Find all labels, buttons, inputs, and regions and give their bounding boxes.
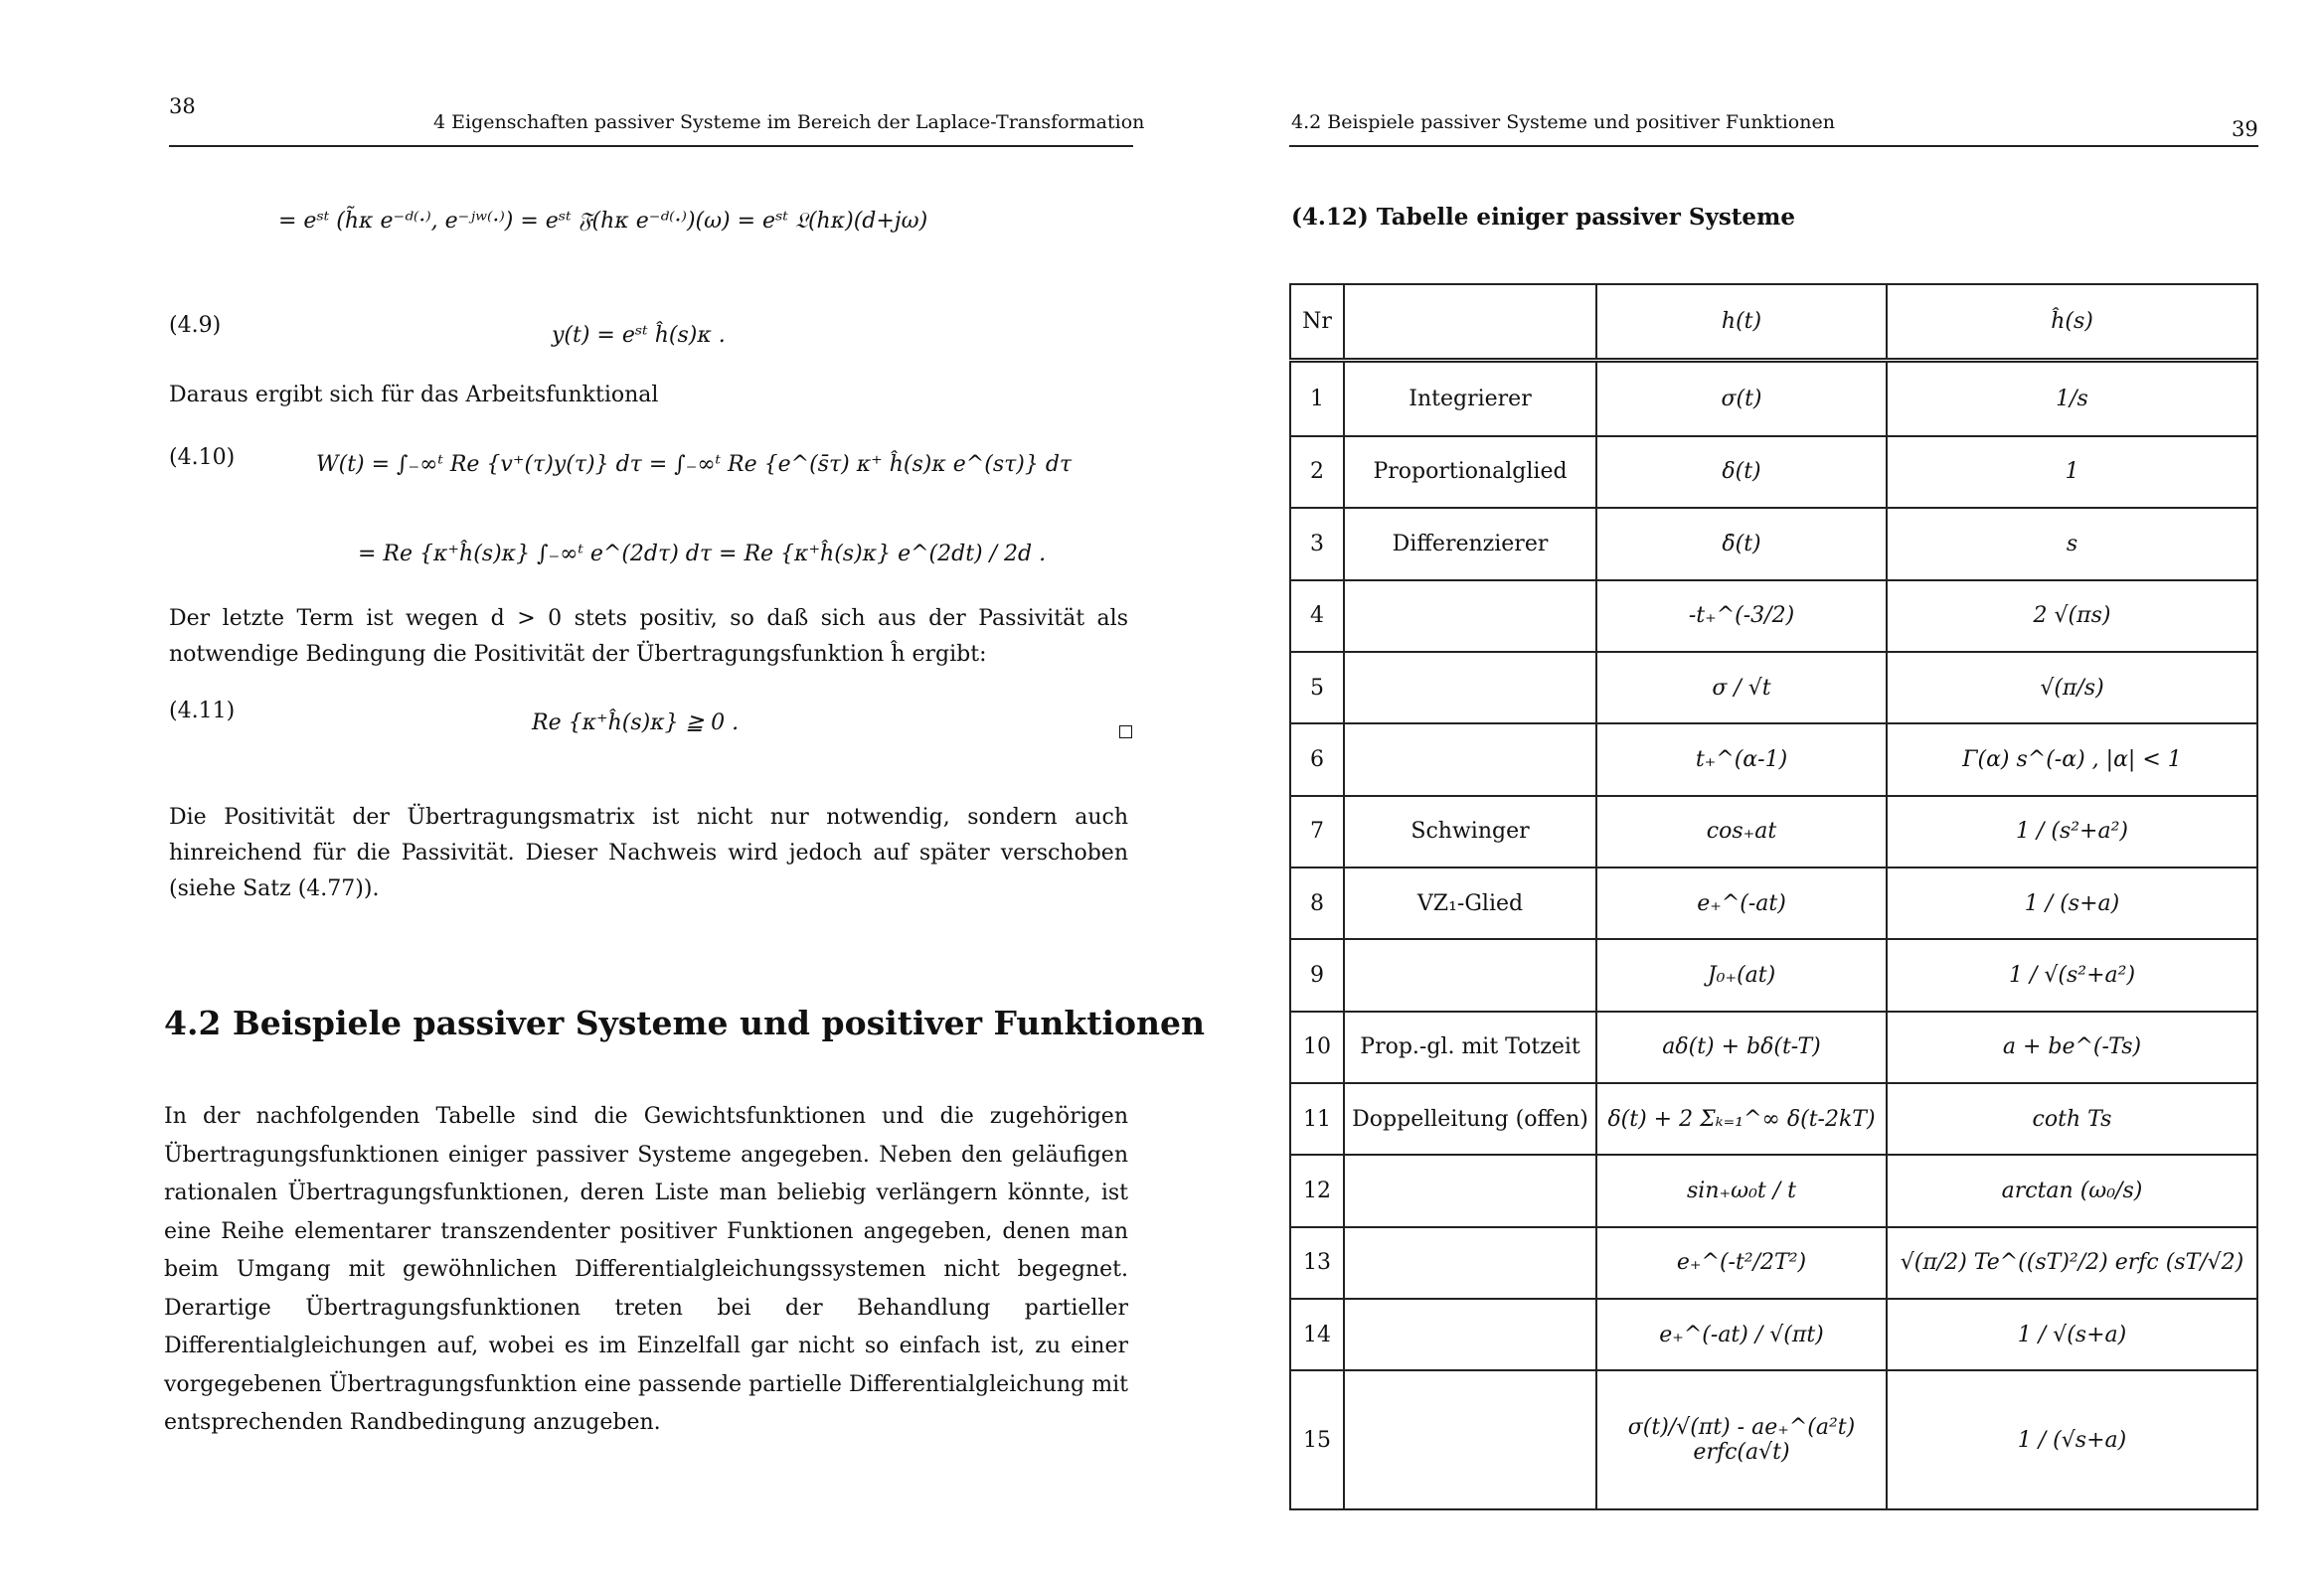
row-h: t₊^(α-1) [1596, 723, 1887, 795]
row-hs: a + be^(-Ts) [1887, 1012, 2257, 1083]
row-name: Schwinger [1344, 796, 1596, 867]
row-name: Differenzierer [1344, 508, 1596, 579]
row-h: σ(t) [1596, 360, 1887, 435]
row-hs: √(π/2) Te^((sT)²/2) erfc (sT/√2) [1887, 1227, 2257, 1299]
row-nr: 13 [1290, 1227, 1344, 1299]
equation-number: (4.10) [169, 445, 236, 470]
row-h: σ / √t [1596, 652, 1887, 723]
header-h: h(t) [1596, 284, 1887, 360]
row-hs: 2 √(πs) [1887, 580, 2257, 652]
row-h: e₊^(-at) [1596, 867, 1887, 939]
row-name: Proportionalglied [1344, 436, 1596, 508]
row-hs: 1 [1887, 436, 2257, 508]
row-nr: 14 [1290, 1299, 1344, 1370]
row-name [1344, 939, 1596, 1011]
paragraph-positivity: Die Positivität der Übertragungsmatrix ist nicht nur notwendig, sondern auch hinreichend für die Passivität. Dieser Nachweis wird jedoch auf später verschoben (siehe Satz (4.77)). [169, 805, 1128, 901]
row-nr: 9 [1290, 939, 1344, 1011]
row-hs: 1 / (s+a) [1887, 867, 2257, 939]
row-hs: Γ(α) s^(-α) , |α| < 1 [1887, 723, 2257, 795]
row-hs: 1 / (√s+a) [1887, 1370, 2257, 1509]
equation-number: (4.11) [169, 699, 236, 723]
row-name [1344, 1227, 1596, 1299]
paragraph-term: Der letzte Term ist wegen d > 0 stets positiv, so daß sich aus der Passivität als notwendige Bedingung die Positivität der Übertragungsfunktion ĥ ergibt: [169, 606, 1128, 667]
header-name [1344, 284, 1596, 360]
row-nr: 4 [1290, 580, 1344, 652]
row-hs: 1/s [1887, 360, 2257, 435]
table-row [1290, 1227, 2257, 1299]
row-hs: 1 / √(s²+a²) [1887, 939, 2257, 1011]
row-hs: 1 / (s²+a²) [1887, 796, 2257, 867]
qed-box [1119, 725, 1132, 738]
row-name [1344, 652, 1596, 723]
equation-4-9: y(t) = eˢᵗ ĥ(s)κ . [552, 323, 726, 348]
equation-number: (4.9) [169, 313, 222, 338]
section-heading: 4.2 Beispiele passiver Systeme und positiver Funktionen [164, 1004, 1205, 1042]
row-h: e₊^(-at) / √(πt) [1596, 1299, 1887, 1370]
running-head: 4.2 Beispiele passiver Systeme und positiver Funktionen [1291, 111, 1835, 133]
row-nr: 2 [1290, 436, 1344, 508]
row-name [1344, 1370, 1596, 1509]
row-name: Prop.-gl. mit Totzeit [1344, 1012, 1596, 1083]
table-row [1290, 1155, 2257, 1226]
row-nr: 10 [1290, 1012, 1344, 1083]
table-row [1290, 1012, 2257, 1083]
row-h: e₊^(-t²/2T²) [1596, 1227, 1887, 1299]
table-row [1290, 436, 2257, 508]
table-row [1290, 652, 2257, 723]
table-row [1290, 1370, 2257, 1509]
row-name [1344, 723, 1596, 795]
header-rule [1289, 145, 2258, 147]
paragraph-section: In der nachfolgenden Tabelle sind die Gewichtsfunktionen und die zugehörigen Übertragungsfunktionen einiger passiver Systeme angegeben. Neben den geläufigen rationalen Übertragungsfunktionen, deren Liste man beliebig verlängern könnte, ist eine Reihe elementarer transzendenter positiver Funktionen angegeben, denen man beim Umgang mit gewöhnlichen Differentialgleichungssystemen nicht begegnet. Derartige Übertragungsfunktionen treten bei der Behandlung partieller Differentialgleichungen auf, wobei es im Einzelfall gar nicht so einfach ist, zu einer vorgegebenen Übertragungsfunktion eine passende partielle Differentialgleichung mit entsprechenden Randbedingung anzugeben. [164, 1104, 1128, 1435]
row-nr: 6 [1290, 723, 1344, 795]
equation-line: = eˢᵗ (h̃κ e⁻ᵈ⁽·⁾, e⁻ʲʷ⁽·⁾) = eˢᵗ 𝔉(hκ e⁻ᵈ⁽·⁾)(ω) = eˢᵗ 𝔏(hκ)(d+jω) [278, 209, 928, 234]
table-row [1290, 867, 2257, 939]
table-row [1290, 580, 2257, 652]
row-name [1344, 580, 1596, 652]
row-h: aδ(t) + bδ(t-T) [1596, 1012, 1887, 1083]
row-name: Doppelleitung (offen) [1344, 1083, 1596, 1155]
row-name [1344, 1155, 1596, 1226]
row-hs: coth Ts [1887, 1083, 2257, 1155]
right-page [1162, 0, 2324, 1577]
row-hs: √(π/s) [1887, 652, 2257, 723]
row-h: J₀₊(at) [1596, 939, 1887, 1011]
paragraph-arbeit: Daraus ergibt sich für das Arbeitsfunktional [169, 383, 659, 407]
row-nr: 5 [1290, 652, 1344, 723]
table-row [1290, 1083, 2257, 1155]
row-nr: 15 [1290, 1370, 1344, 1509]
equation-4-10-line2: = Re {κ⁺ĥ(s)κ} ∫₋∞ᵗ e^(2dτ) dτ = Re {κ⁺ĥ(s)κ} e^(2dt) / 2d . [358, 542, 1047, 566]
row-h: δ(t) [1596, 436, 1887, 508]
row-hs: 1 / √(s+a) [1887, 1299, 2257, 1370]
row-h: -t₊^(-3/2) [1596, 580, 1887, 652]
equation-4-11: Re {κ⁺ĥ(s)κ} ≧ 0 . [532, 710, 740, 735]
row-h: cos₊at [1596, 796, 1887, 867]
row-name: Integrierer [1344, 360, 1596, 435]
row-nr: 8 [1290, 867, 1344, 939]
row-name [1344, 1299, 1596, 1370]
table-row [1290, 360, 2257, 435]
row-h: sin₊ω₀t / t [1596, 1155, 1887, 1226]
systems-table [1289, 283, 2258, 1510]
equation-4-10-line1: W(t) = ∫₋∞ᵗ Re {v⁺(τ)y(τ)} dτ = ∫₋∞ᵗ Re {e^(s̄τ) κ⁺ ĥ(s)κ e^(sτ)} dτ [316, 452, 1073, 477]
row-nr: 11 [1290, 1083, 1344, 1155]
table-header-row [1290, 284, 2257, 360]
row-name: VZ₁-Glied [1344, 867, 1596, 939]
table-row [1290, 939, 2257, 1011]
table-title: (4.12) Tabelle einiger passiver Systeme [1291, 204, 1795, 231]
row-nr: 12 [1290, 1155, 1344, 1226]
header-rule [169, 145, 1133, 147]
table-row [1290, 508, 2257, 579]
row-nr: 3 [1290, 508, 1344, 579]
row-hs: arctan (ω₀/s) [1887, 1155, 2257, 1226]
table-row [1290, 1299, 2257, 1370]
page-number: 39 [2232, 117, 2258, 141]
row-nr: 7 [1290, 796, 1344, 867]
header-nr: Nr [1290, 284, 1344, 360]
header-hs: ĥ(s) [1887, 284, 2257, 360]
row-h: δ(t) + 2 Σₖ₌₁^∞ δ(t-2kT) [1596, 1083, 1887, 1155]
row-h: σ(t)/√(πt) - ae₊^(a²t) erfc(a√t) [1596, 1370, 1887, 1509]
row-nr: 1 [1290, 360, 1344, 435]
running-head: 4 Eigenschaften passiver Systeme im Bereich der Laplace-Transformation [433, 111, 1145, 133]
page-number: 38 [169, 94, 196, 118]
table-row [1290, 723, 2257, 795]
table-row [1290, 796, 2257, 867]
row-h: δ̇(t) [1596, 508, 1887, 579]
row-hs: s [1887, 508, 2257, 579]
